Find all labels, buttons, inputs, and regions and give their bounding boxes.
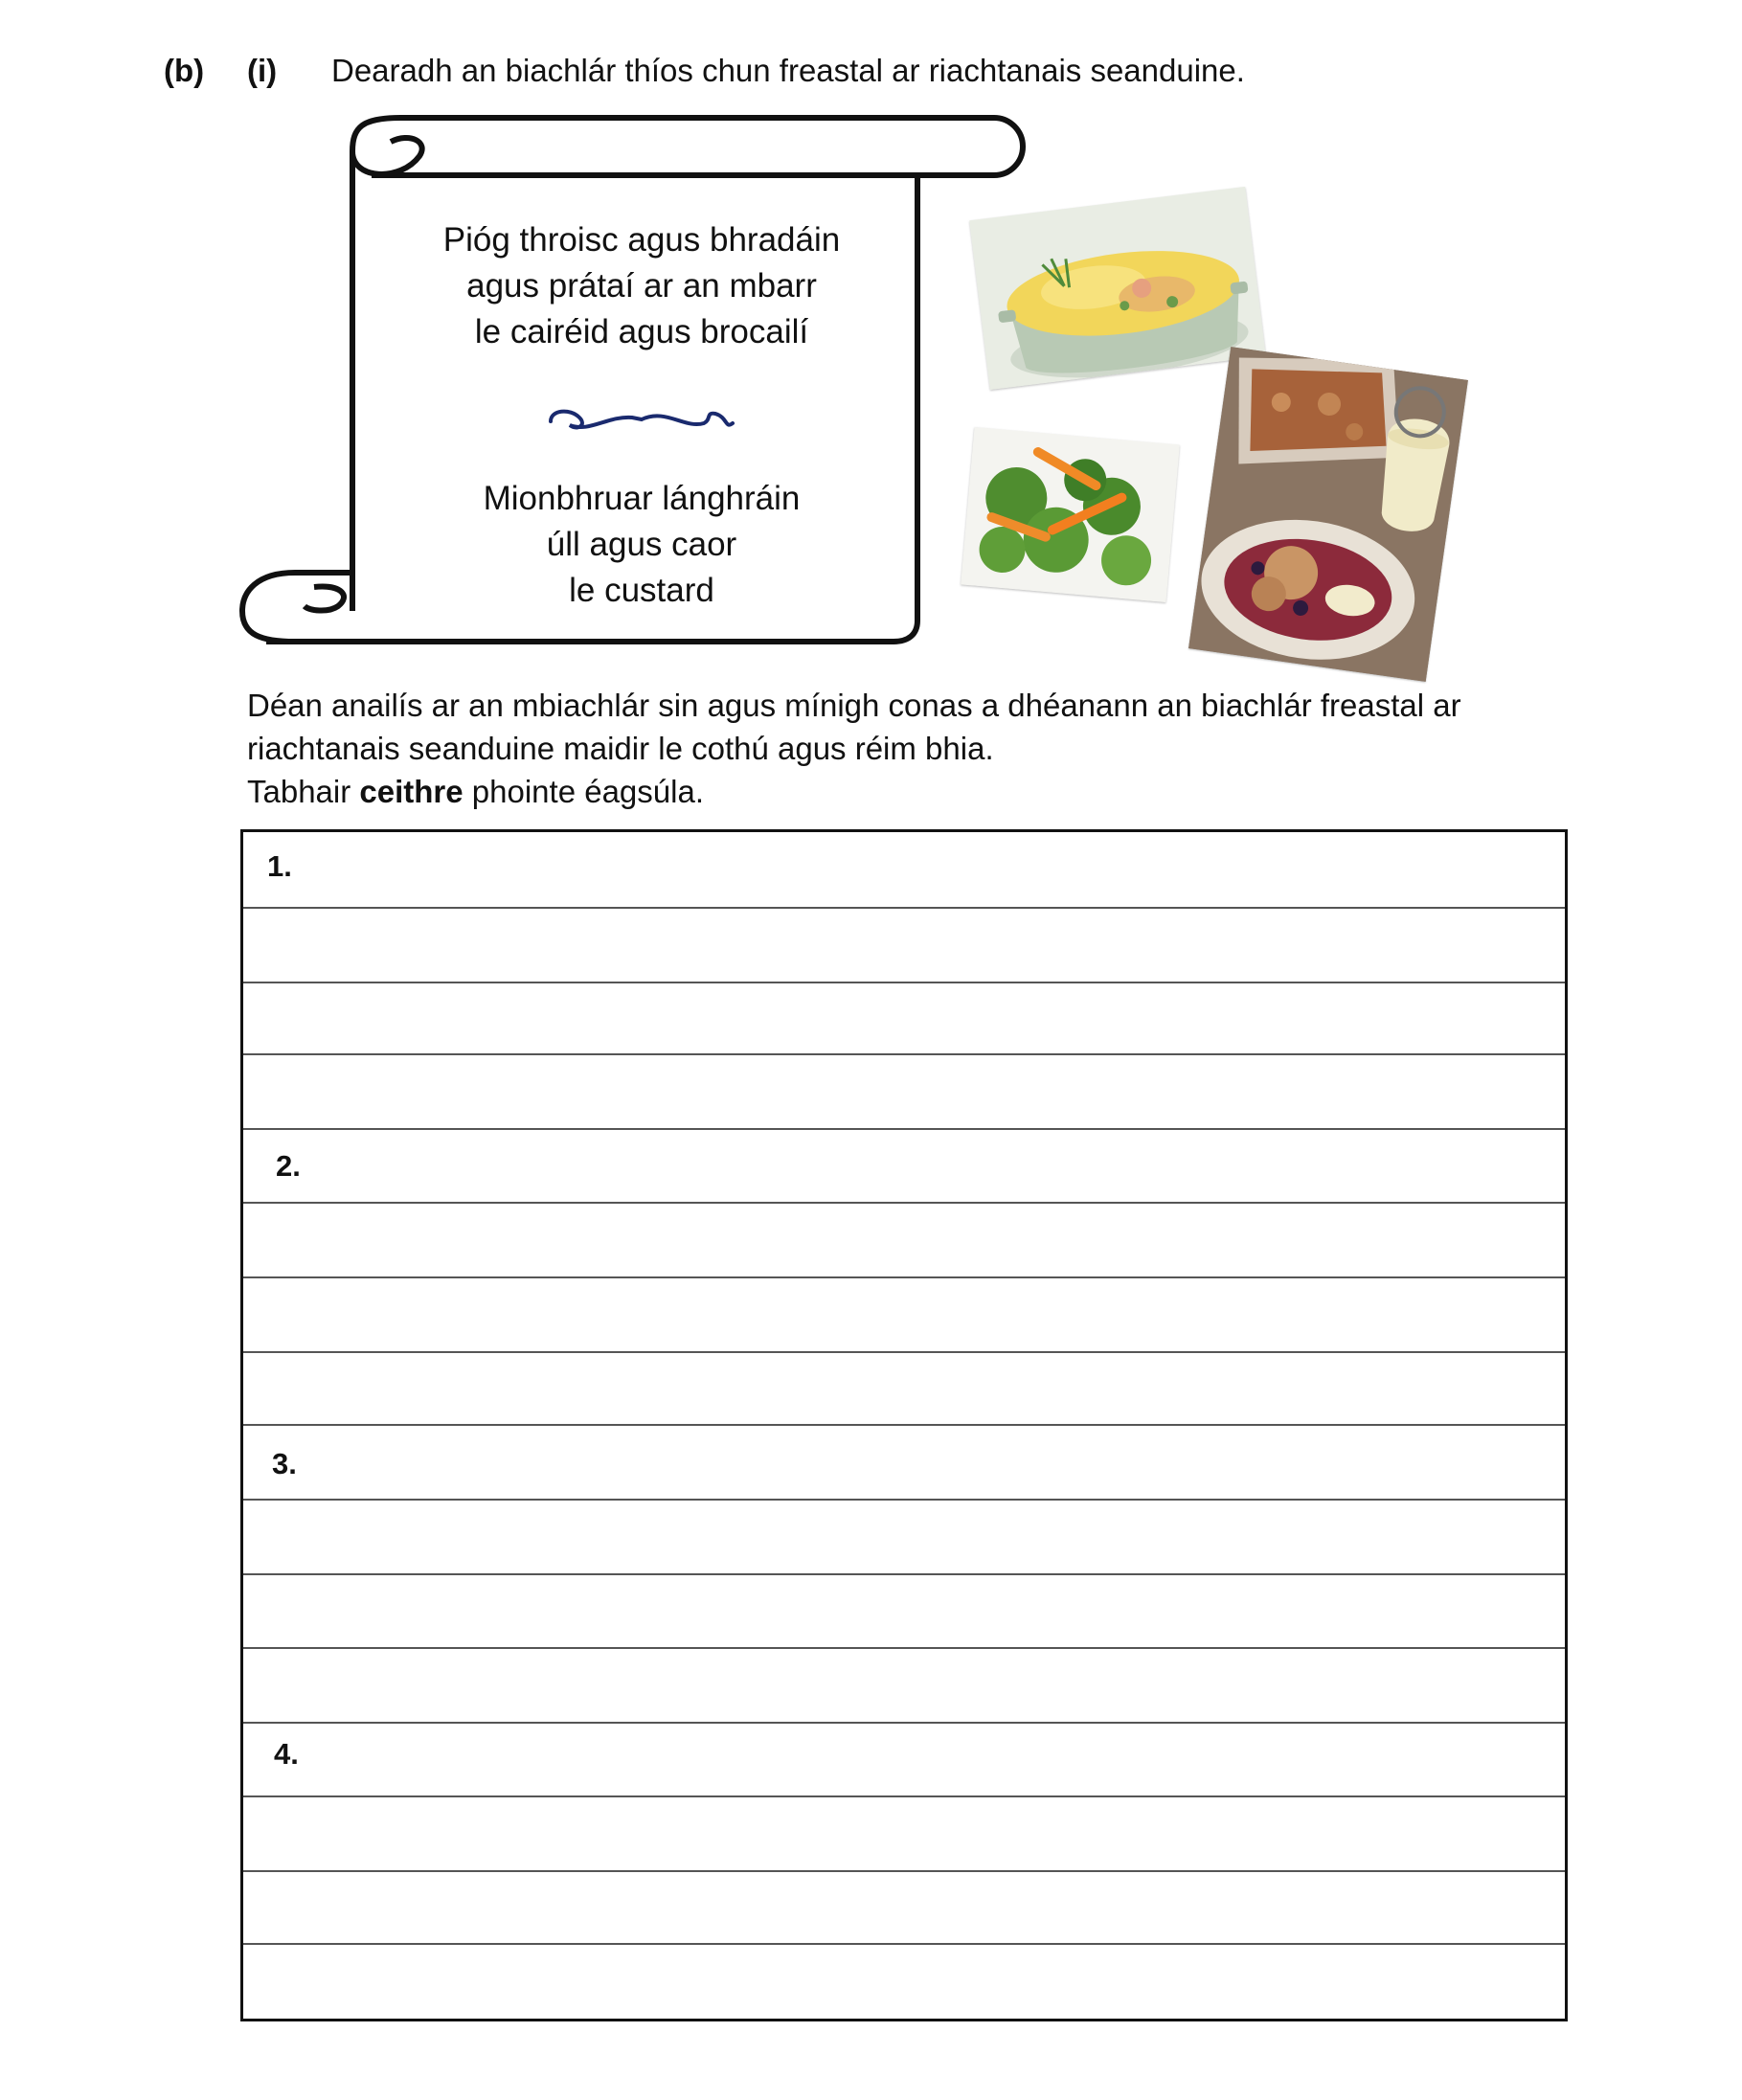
answer-line[interactable] bbox=[243, 1795, 1565, 1872]
instruction-text: phointe éagsúla. bbox=[463, 774, 704, 809]
question-prompt: Dearadh an biachlár thíos chun freastal ar riachtanais seanduine. bbox=[331, 53, 1245, 88]
answer-line[interactable] bbox=[243, 1202, 1565, 1278]
fish-pie-photo bbox=[969, 187, 1266, 390]
answer-line[interactable] bbox=[243, 1499, 1565, 1575]
menu-main-line: le cairéid agus brocailí bbox=[474, 313, 809, 350]
answer-line[interactable] bbox=[243, 832, 1565, 907]
instruction-line bbox=[247, 770, 704, 813]
menu-main-line: agus prátaí ar an mbarr bbox=[466, 267, 817, 305]
answer-line[interactable] bbox=[243, 1573, 1565, 1649]
instruction-text: Tabhair bbox=[247, 774, 360, 809]
answer-line[interactable] bbox=[243, 1943, 1565, 2021]
answer-line[interactable] bbox=[243, 1722, 1565, 1797]
answer-number: 3. bbox=[272, 1447, 297, 1480]
question-subpart-label: (i) bbox=[247, 53, 278, 88]
menu-main-course bbox=[412, 217, 871, 355]
answer-line[interactable] bbox=[243, 1424, 1565, 1501]
menu-main-line: Pióg throisc agus bhradáin bbox=[442, 221, 841, 259]
instruction-line: Déan anailís ar an mbiachlár sin agus mínigh conas a dhéanann an biachlár freastal ar bbox=[247, 688, 1461, 723]
answer-line[interactable] bbox=[243, 1276, 1565, 1353]
answer-number: 2. bbox=[276, 1149, 301, 1183]
instruction-line: riachtanais seanduine maidir le cothú agus réim bhia. bbox=[247, 731, 994, 766]
menu-dessert bbox=[412, 476, 871, 614]
answer-line[interactable] bbox=[243, 982, 1565, 1055]
instruction-emphasis: ceithre bbox=[359, 774, 464, 809]
answer-line[interactable] bbox=[243, 1351, 1565, 1426]
menu-dessert-line: le custard bbox=[569, 572, 714, 609]
answer-line[interactable] bbox=[243, 1870, 1565, 1945]
question-part-label: (b) bbox=[164, 53, 205, 88]
menu-dessert-line: Mionbhruar lánghráin bbox=[483, 480, 801, 517]
menu-dessert-line: úll agus caor bbox=[546, 526, 737, 563]
answer-line[interactable] bbox=[243, 907, 1565, 983]
answer-area bbox=[240, 829, 1568, 2021]
answer-number: 1. bbox=[267, 849, 292, 883]
crumble-custard-photo bbox=[1188, 347, 1468, 682]
answer-number: 4. bbox=[274, 1737, 299, 1771]
answer-line[interactable] bbox=[243, 1128, 1565, 1204]
ornamental-divider bbox=[541, 400, 742, 439]
answer-line[interactable] bbox=[243, 1053, 1565, 1130]
answer-line[interactable] bbox=[243, 1647, 1565, 1724]
broccoli-carrot-photo bbox=[961, 427, 1180, 602]
